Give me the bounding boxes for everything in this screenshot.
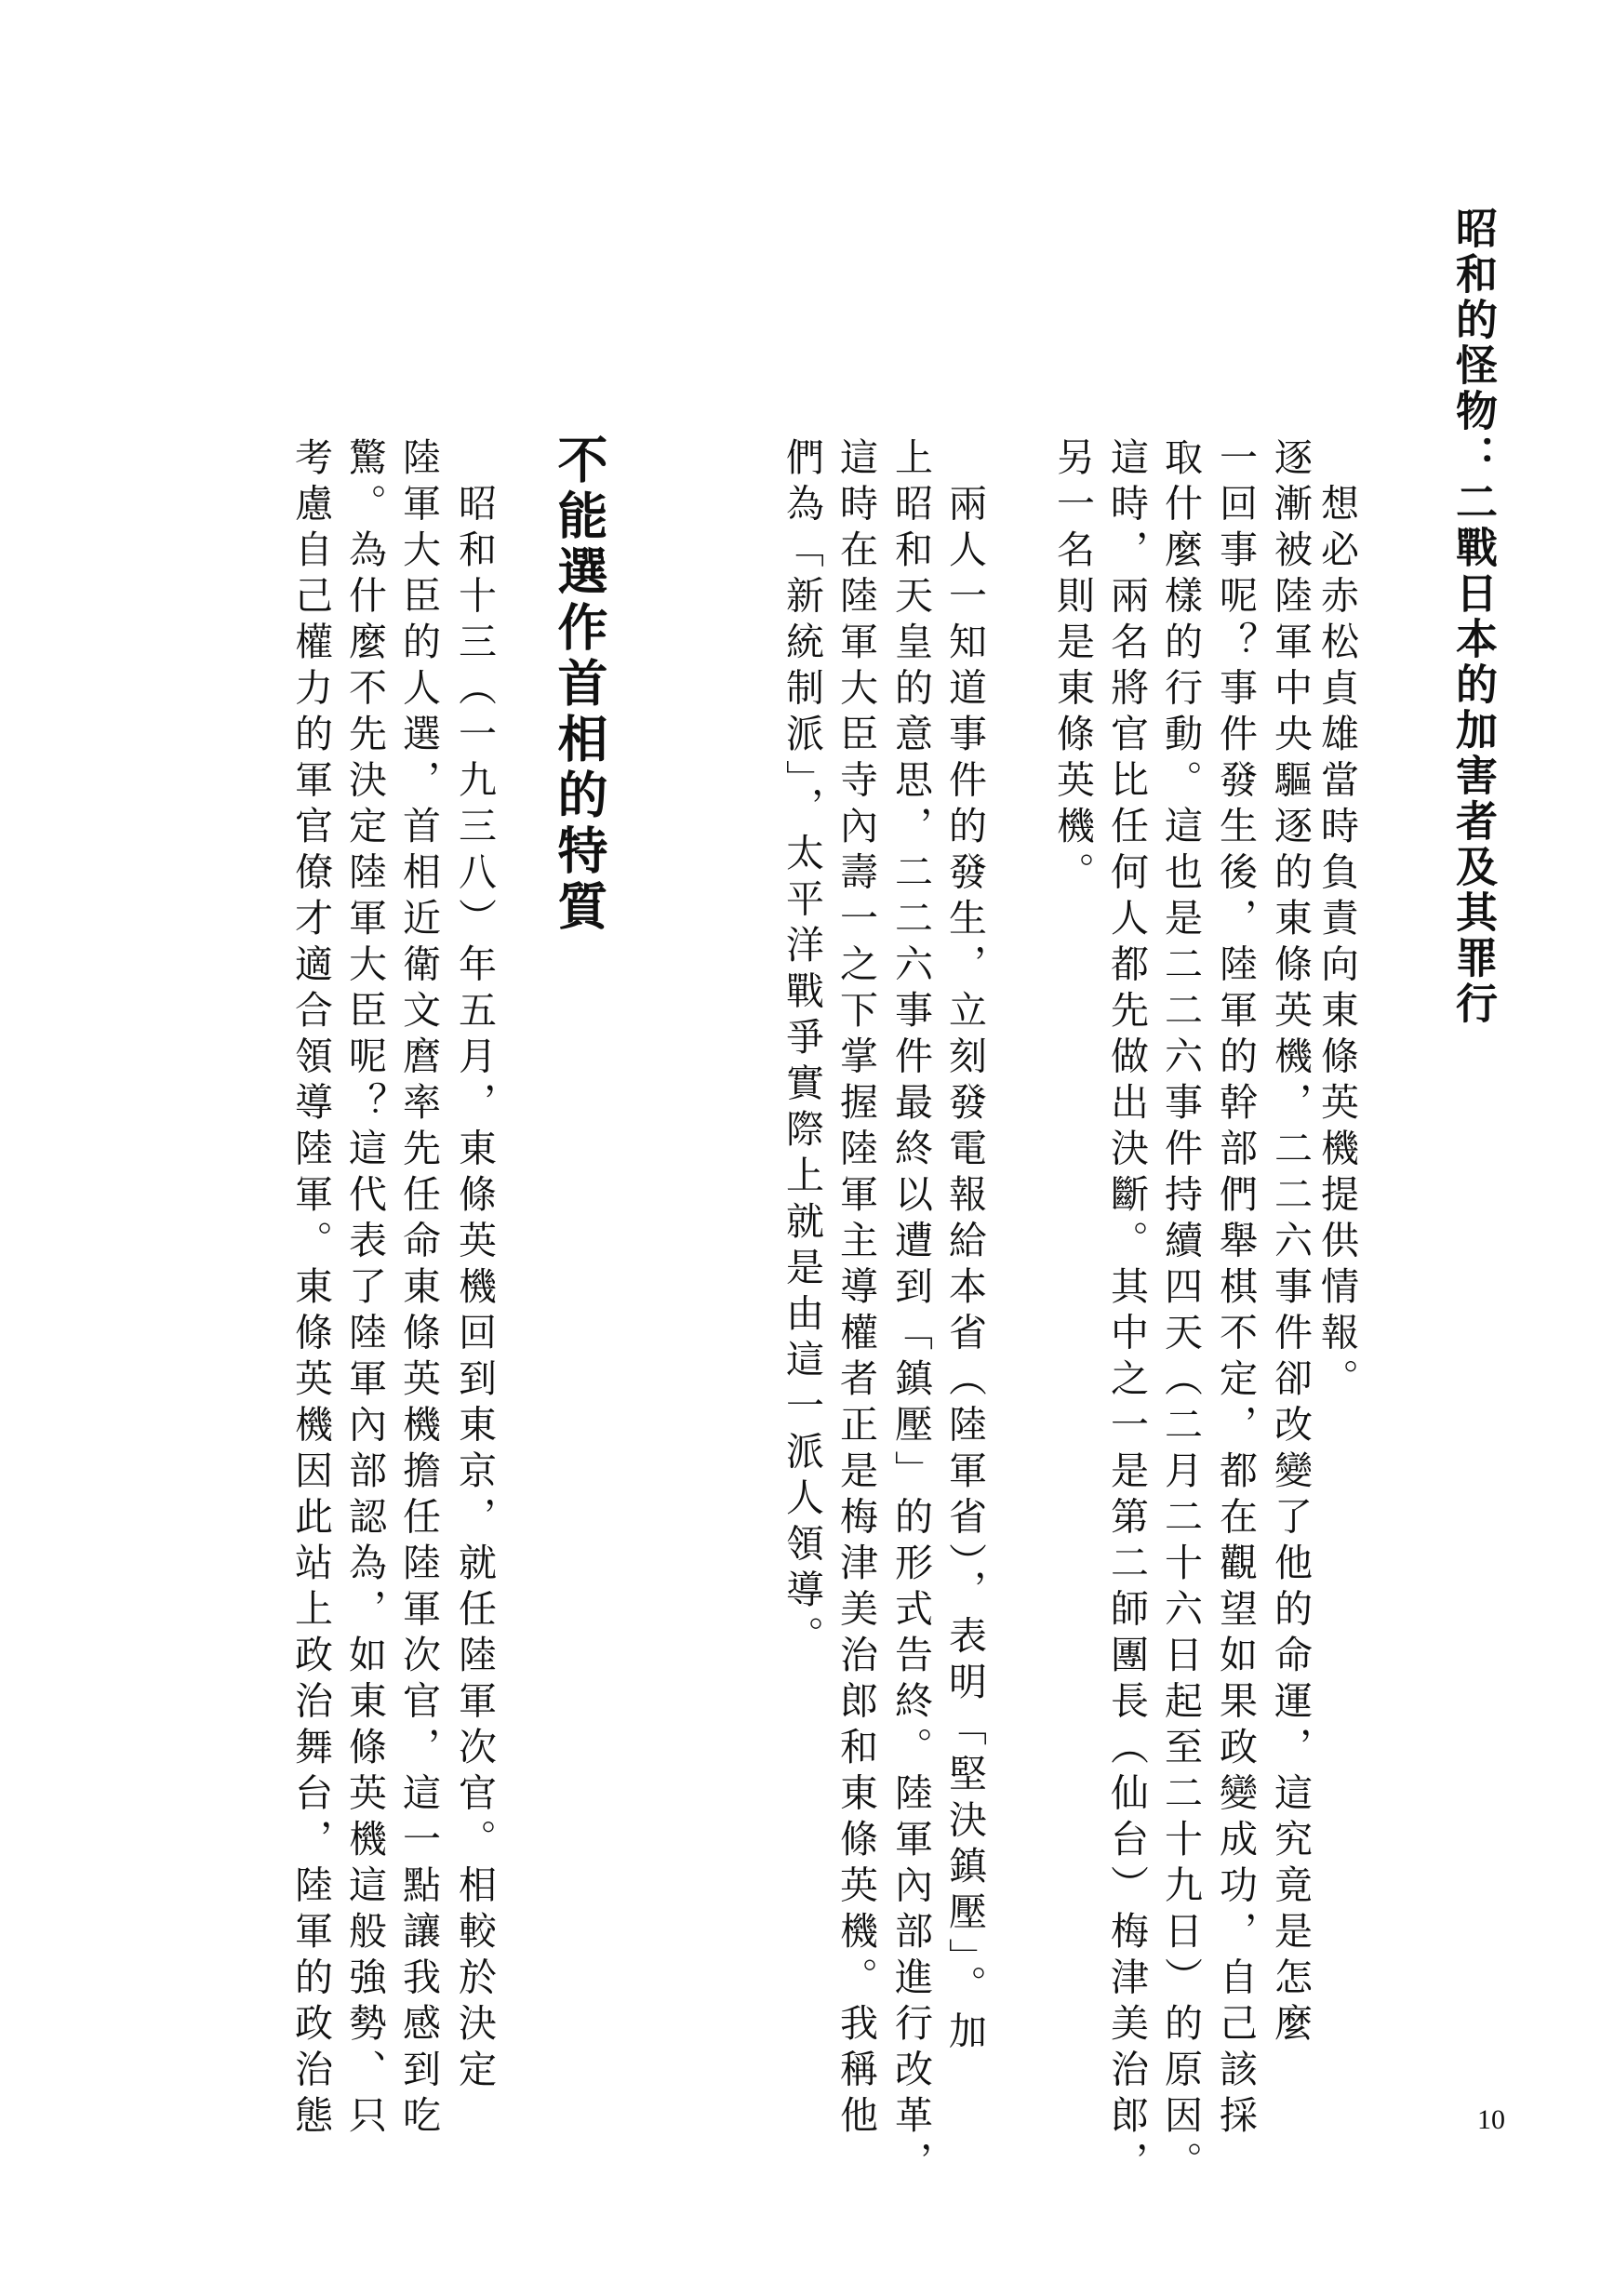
body-line: 昭和十三（一九三八）年五月，東條英機回到東京，就任陸軍次官。相較於決定	[452, 437, 497, 2095]
body-line: 們為「新統制派」，太平洋戰爭實際上就是由這一派人領導。	[780, 437, 824, 1662]
body-line: 這時，兩名將官比任何人都先做出決斷。其中之一是第二師團長（仙台）梅津美治郎，	[1104, 437, 1149, 2187]
body-line: 一回事呢？事件發生後，陸軍的幹部們舉棋不定，都在觀望如果政變成功，自己該採	[1213, 437, 1258, 2142]
body-line: 兩人一知道事件的發生，立刻發電報給本省（陸軍省），表明「堅決鎮壓」。加	[942, 437, 987, 2057]
section-heading: 不能選作首相的特質	[550, 434, 609, 936]
body-line: 取什麼樣的行動。這也是二二六事件持續四天（二月二十六日起至二十九日）的原因。	[1158, 437, 1203, 2187]
body-line: 上昭和天皇的意思，二二六事件最終以遭到「鎮壓」的形式告終。陸軍內部進行改革，	[888, 437, 933, 2187]
page-number: 10	[1477, 2104, 1505, 2135]
running-head: 昭和的怪物：二戰日本的加害者及其罪行	[1448, 207, 1498, 1027]
body-line: 想必赤松貞雄當時負責向東條英機提供情報。	[1314, 437, 1359, 1405]
body-line: 陸軍大臣的人選，首相近衛文麿率先任命東條英機擔任陸軍次官，這一點讓我感到吃	[396, 437, 441, 2142]
body-line: 逐漸被陸軍中央驅逐的東條英機，二二六事件卻改變了他的命運，這究竟是怎麼	[1268, 437, 1313, 2049]
body-line: 考慮自己權力的軍官僚才適合領導陸軍。東條英機因此站上政治舞台，陸軍的政治態	[288, 437, 333, 2142]
body-line: 另一名則是東條英機。	[1050, 437, 1095, 898]
body-line: 驚。為什麼不先決定陸軍大臣呢？這代表了陸軍內部認為，如東條英機這般強勢、只	[342, 437, 387, 2142]
body-line: 這時在陸軍大臣寺內壽一之下掌握陸軍主導權者正是梅津美治郎和東條英機。我稱他	[834, 437, 878, 2142]
